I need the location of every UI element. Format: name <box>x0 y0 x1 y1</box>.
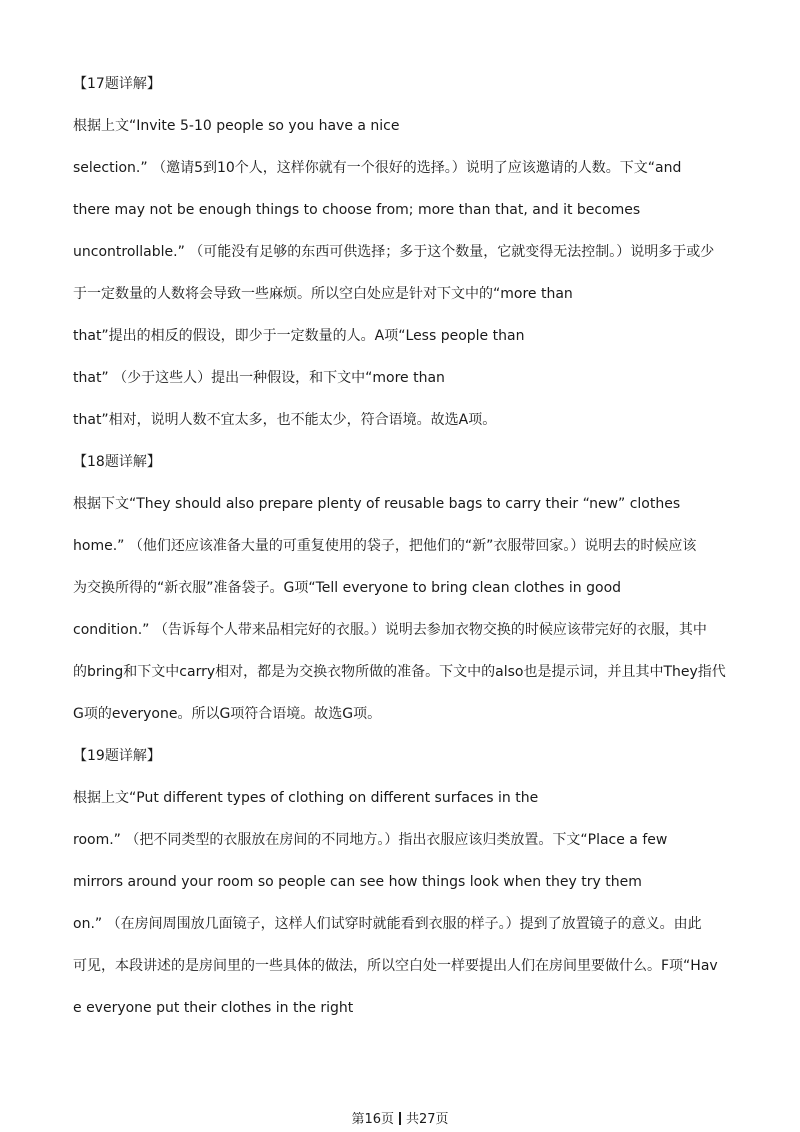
text-line: 根据上文“Put different types of clothing on different surfaces in the <box>73 790 539 806</box>
text-line: 于一定数量的人数将会导致一些麻烦。所以空白处应是针对下文中的“more than <box>73 286 573 302</box>
text-line: that”提出的相反的假设，即少于一定数量的人。A项“Less people than <box>73 328 525 344</box>
text-line: room.” （把不同类型的衣服放在房间的不同地方。）指出衣服应该归类放置。下文“Place a few <box>73 832 668 848</box>
text-line: 根据上文“Invite 5-10 people so you have a nice <box>73 118 400 134</box>
text-line: home.” （他们还应该准备大量的可重复使用的袋子，把他们的“新”衣服带回家。）说明去的时候应该 <box>73 538 697 554</box>
text-line: 的bring和下文中carry相对，都是为交换衣物所做的准备。下文中的also也是提示词，并且其中They指代 <box>73 664 726 680</box>
text-line: condition.” （告诉每个人带来品相完好的衣服。）说明去参加衣物交换的时候应该带完好的衣服，其中 <box>73 622 707 638</box>
text-line: 可见，本段讲述的是房间里的一些具体的做法，所以空白处一样要提出人们在房间里要做什么。F项“Hav <box>73 958 718 974</box>
page-footer <box>0 1111 800 1129</box>
text-line: on.” （在房间周围放几面镜子，这样人们试穿时就能看到衣服的样子。）提到了放置镜子的意义。由此 <box>73 916 702 932</box>
section-heading-18: 【18题详解】 <box>73 454 161 470</box>
text-line: uncontrollable.” （可能没有足够的东西可供选择；多于这个数量，它就变得无法控制。）说明多于或少 <box>73 244 715 260</box>
section-heading-17: 【17题详解】 <box>73 76 161 92</box>
text-line: that”相对，说明人数不宜太多，也不能太少，符合语境。故选A项。 <box>73 412 497 428</box>
text-line: 为交换所得的“新衣服”准备袋子。G项“Tell everyone to bring clean clothes in good <box>73 580 622 596</box>
footer-divider <box>399 1112 401 1125</box>
text-line: selection.” （邀请5到10个人，这样你就有一个很好的选择。）说明了应该邀请的人数。下文“and <box>73 160 682 176</box>
text-line: there may not be enough things to choose from; more than that, and it becomes <box>73 202 641 218</box>
text-line: mirrors around your room so people can see how things look when they try them <box>73 874 642 890</box>
current-page-label: 第16页 <box>351 1112 394 1127</box>
text-line: G项的everyone。所以G项符合语境。故选G项。 <box>73 706 382 722</box>
total-pages-label: 共27页 <box>406 1112 449 1127</box>
text-line: that” （少于这些人）提出一种假设，和下文中“more than <box>73 370 445 386</box>
text-line: e everyone put their clothes in the right <box>73 1000 354 1016</box>
section-heading-19: 【19题详解】 <box>73 748 161 764</box>
text-line: 根据下文“They should also prepare plenty of reusable bags to carry their “new” clothes <box>73 496 681 512</box>
